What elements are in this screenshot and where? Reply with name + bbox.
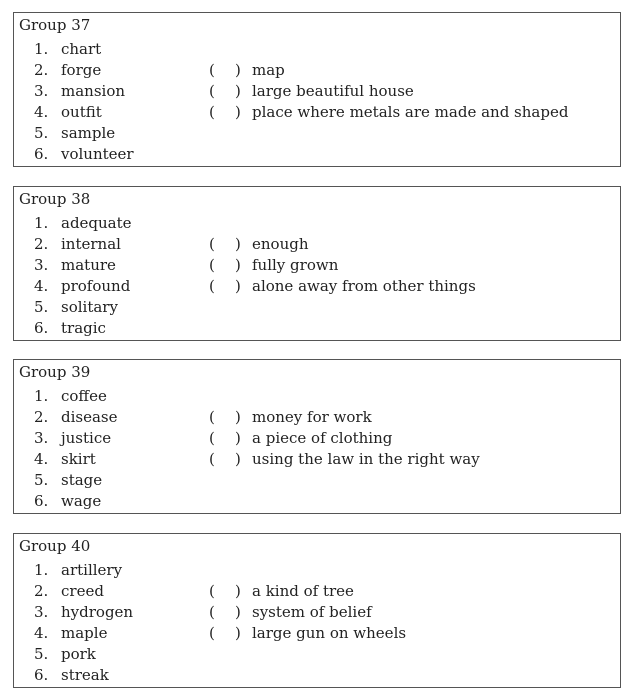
definition: fully grown	[252, 256, 339, 274]
item-number: 3.	[34, 256, 49, 274]
close-paren: )	[235, 603, 241, 621]
word-row	[14, 386, 620, 407]
item-number: 5.	[34, 298, 49, 316]
group-title: Group 38	[19, 190, 91, 208]
definition: place where metals are made and shaped	[252, 103, 569, 121]
vocabulary-word: artillery	[61, 561, 123, 579]
vocabulary-word: disease	[61, 408, 118, 426]
close-paren: )	[235, 103, 241, 121]
item-number: 1.	[34, 40, 49, 58]
word-row	[14, 581, 620, 602]
open-paren: (	[209, 256, 215, 274]
word-row	[14, 318, 620, 339]
item-number: 1.	[34, 214, 49, 232]
word-row	[14, 234, 620, 255]
open-paren: (	[209, 61, 215, 79]
open-paren: (	[209, 603, 215, 621]
item-number: 2.	[34, 408, 49, 426]
word-row	[14, 602, 620, 623]
close-paren: )	[235, 256, 241, 274]
definition: map	[252, 61, 285, 79]
item-number: 4.	[34, 103, 49, 121]
word-row	[14, 470, 620, 491]
item-number: 2.	[34, 61, 49, 79]
close-paren: )	[235, 624, 241, 642]
close-paren: )	[235, 450, 241, 468]
open-paren: (	[209, 450, 215, 468]
item-number: 3.	[34, 82, 49, 100]
word-row	[14, 213, 620, 234]
definition: enough	[252, 235, 309, 253]
word-row	[14, 102, 620, 123]
open-paren: (	[209, 103, 215, 121]
word-row	[14, 297, 620, 318]
vocabulary-word: tragic	[61, 319, 106, 337]
word-row	[14, 60, 620, 81]
close-paren: )	[235, 235, 241, 253]
vocabulary-word: coffee	[61, 387, 107, 405]
item-number: 2.	[34, 582, 49, 600]
group-title: Group 39	[19, 363, 91, 381]
item-number: 4.	[34, 624, 49, 642]
item-number: 5.	[34, 471, 49, 489]
vocabulary-word: wage	[61, 492, 102, 510]
item-number: 3.	[34, 603, 49, 621]
word-row	[14, 491, 620, 512]
open-paren: (	[209, 277, 215, 295]
vocabulary-word: profound	[61, 277, 131, 295]
definition: large beautiful house	[252, 82, 414, 100]
item-number: 6.	[34, 145, 49, 163]
word-row	[14, 665, 620, 686]
item-number: 6.	[34, 666, 49, 684]
vocabulary-word: forge	[61, 61, 102, 79]
vocabulary-word: outfit	[61, 103, 102, 121]
matching-group	[13, 186, 621, 341]
open-paren: (	[209, 408, 215, 426]
vocabulary-word: streak	[61, 666, 109, 684]
vocabulary-word: mature	[61, 256, 116, 274]
vocabulary-word: maple	[61, 624, 108, 642]
definition: alone away from other things	[252, 277, 476, 295]
vocabulary-word: stage	[61, 471, 103, 489]
vocabulary-word: volunteer	[61, 145, 134, 163]
close-paren: )	[235, 429, 241, 447]
vocabulary-word: skirt	[61, 450, 96, 468]
vocabulary-word: adequate	[61, 214, 132, 232]
vocabulary-word: justice	[61, 429, 112, 447]
matching-group	[13, 12, 621, 167]
definition: large gun on wheels	[252, 624, 407, 642]
close-paren: )	[235, 582, 241, 600]
group-title: Group 40	[19, 537, 91, 555]
matching-group	[13, 359, 621, 514]
definition: money for work	[252, 408, 372, 426]
item-number: 6.	[34, 492, 49, 510]
close-paren: )	[235, 82, 241, 100]
definition: using the law in the right way	[252, 450, 480, 468]
word-row	[14, 39, 620, 60]
word-row	[14, 560, 620, 581]
definition: system of belief	[252, 603, 372, 621]
item-number: 4.	[34, 450, 49, 468]
vocabulary-word: sample	[61, 124, 116, 142]
definition: a piece of clothing	[252, 429, 393, 447]
vocabulary-word: pork	[61, 645, 96, 663]
item-number: 5.	[34, 645, 49, 663]
group-title: Group 37	[19, 16, 91, 34]
vocabulary-word: solitary	[61, 298, 118, 316]
item-number: 1.	[34, 561, 49, 579]
word-row	[14, 144, 620, 165]
close-paren: )	[235, 277, 241, 295]
open-paren: (	[209, 82, 215, 100]
item-number: 4.	[34, 277, 49, 295]
matching-group	[13, 533, 621, 688]
close-paren: )	[235, 408, 241, 426]
word-row	[14, 123, 620, 144]
word-row	[14, 644, 620, 665]
vocabulary-word: mansion	[61, 82, 126, 100]
vocabulary-word: internal	[61, 235, 121, 253]
word-row	[14, 276, 620, 297]
open-paren: (	[209, 624, 215, 642]
open-paren: (	[209, 235, 215, 253]
item-number: 1.	[34, 387, 49, 405]
word-row	[14, 407, 620, 428]
word-row	[14, 449, 620, 470]
word-row	[14, 428, 620, 449]
open-paren: (	[209, 429, 215, 447]
item-number: 2.	[34, 235, 49, 253]
item-number: 6.	[34, 319, 49, 337]
close-paren: )	[235, 61, 241, 79]
vocabulary-word: hydrogen	[61, 603, 134, 621]
item-number: 5.	[34, 124, 49, 142]
word-row	[14, 255, 620, 276]
definition: a kind of tree	[252, 582, 354, 600]
word-row	[14, 81, 620, 102]
open-paren: (	[209, 582, 215, 600]
vocabulary-word: chart	[61, 40, 102, 58]
item-number: 3.	[34, 429, 49, 447]
word-row	[14, 623, 620, 644]
vocabulary-word: creed	[61, 582, 104, 600]
